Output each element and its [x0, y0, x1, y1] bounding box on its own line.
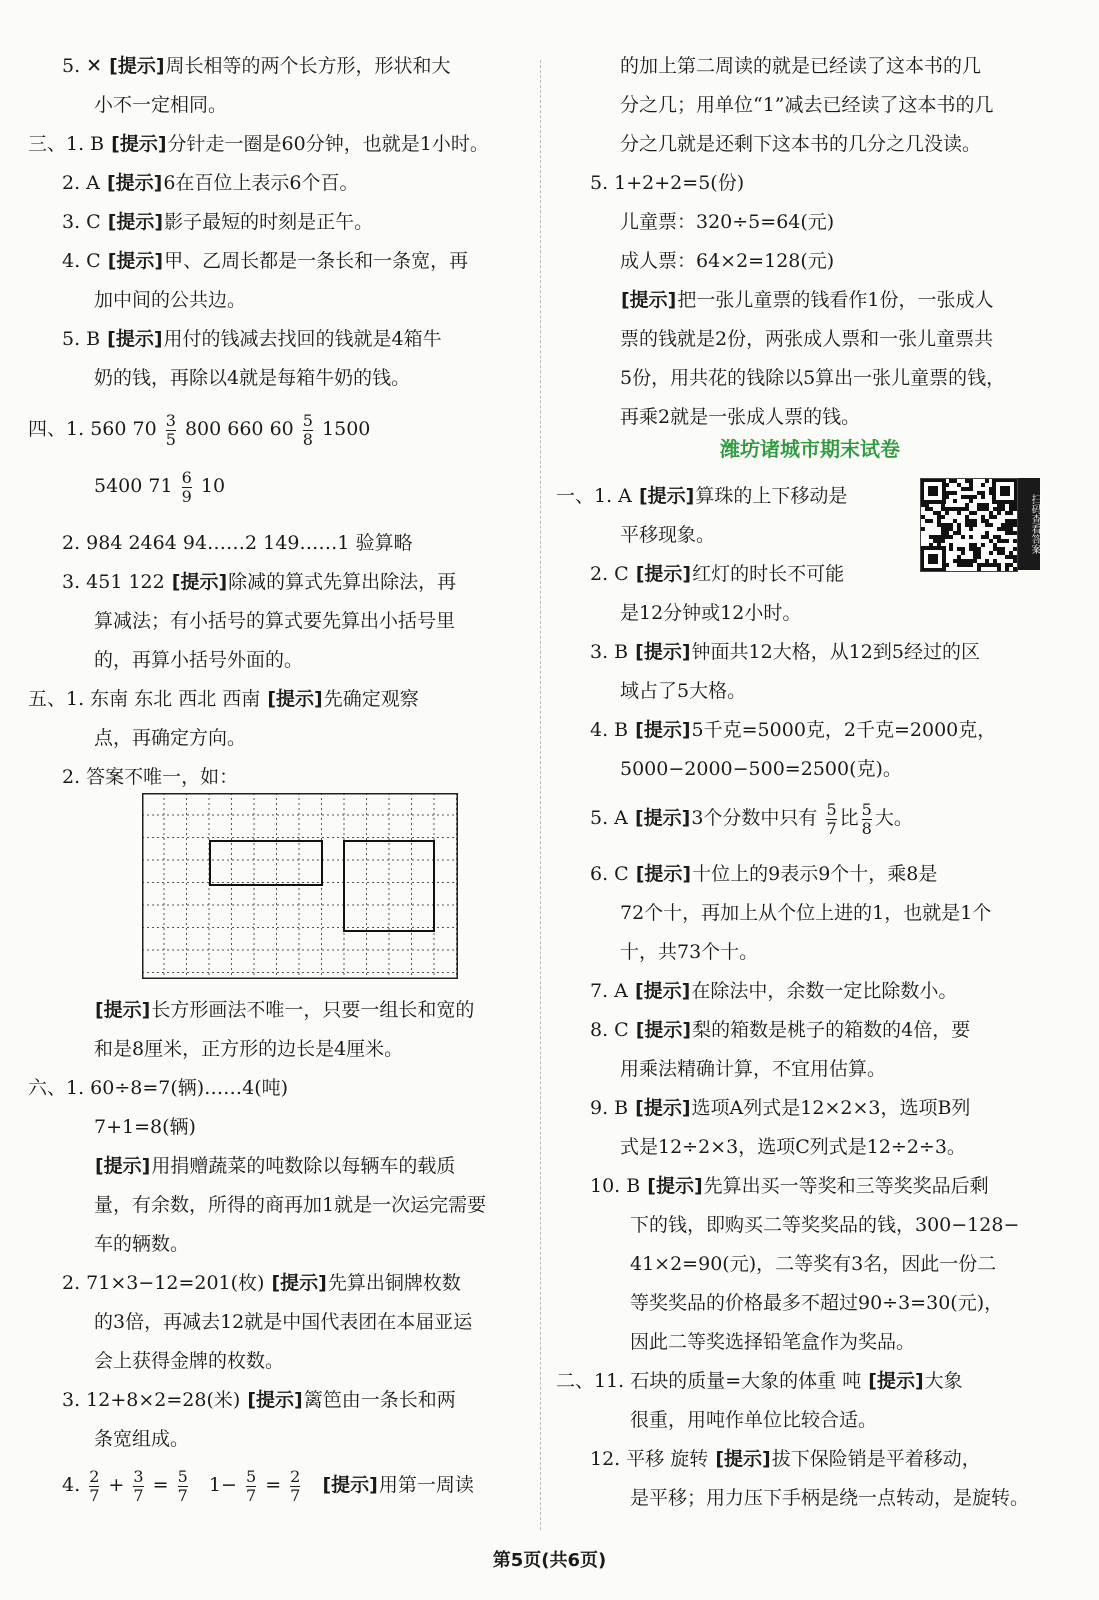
- fraction: [89, 1468, 99, 1505]
- fraction: [303, 412, 313, 449]
- answer-text: 5. ✕: [62, 55, 109, 77]
- operator: +: [108, 1474, 125, 1496]
- answer-line: [620, 1134, 966, 1160]
- numerator: 6: [181, 467, 192, 487]
- answer-text: 等奖奖品的价格最多不超过90÷3=30(元)，: [630, 1292, 1004, 1314]
- answer-text: 三、1. B: [28, 133, 111, 155]
- answer-text: 4. B: [590, 719, 635, 741]
- denominator: 7: [177, 1485, 188, 1505]
- answer-line: [94, 997, 474, 1023]
- hint-text: 甲、乙周长都是一条长和一条宽，再: [164, 250, 469, 272]
- answer-line: [94, 1114, 196, 1140]
- denominator: 9: [181, 486, 192, 506]
- fraction: [182, 469, 192, 506]
- column-divider: [540, 60, 541, 1530]
- answer-text: 条宽组成。: [94, 1428, 190, 1450]
- answer-line: [630, 1251, 996, 1277]
- numerator: 3: [133, 1466, 144, 1486]
- answer-line: [28, 1075, 288, 1101]
- answer-text: 成人票：64×2=128(元): [620, 250, 835, 272]
- answer-text: 小不一定相同。: [94, 94, 228, 116]
- hint-text: 比: [839, 807, 859, 829]
- answer-text: 的，再算小括号外面的。: [94, 649, 304, 671]
- answer-line: [62, 209, 373, 235]
- answer-line: [94, 1309, 472, 1335]
- answer-line: [590, 639, 980, 665]
- numerator: 5: [302, 410, 313, 430]
- answer-text: 3. C: [62, 211, 107, 233]
- answer-line: [620, 678, 746, 704]
- answer-line: [630, 1485, 1029, 1511]
- answer-text: 儿童票：320÷5=64(元): [620, 211, 835, 233]
- answer-text: 2. A: [62, 172, 106, 194]
- hint-tag: [提示]: [107, 211, 164, 233]
- answer-text: 是12分钟或12小时。: [620, 602, 802, 624]
- answer-text: 用乘法精确计算，不宜用估算。: [620, 1058, 887, 1080]
- answer-line: [620, 248, 834, 274]
- answer-text: 5份，用共花的钱除以5算出一张儿童票的钱，: [620, 367, 1006, 389]
- answer-line: [620, 287, 993, 313]
- answer-text: 的加上第二周读的就是已经读了这本书的几: [620, 55, 982, 77]
- hint-text: 周长相等的两个长方形，形状和大: [165, 55, 451, 77]
- section4-row2: [94, 464, 225, 508]
- numerator: 2: [290, 1466, 301, 1486]
- hint-tag: [提示]: [111, 133, 167, 155]
- answer-text: 因此二等奖选择铅笔盒作为奖品。: [630, 1331, 916, 1353]
- answer-line: [94, 1153, 455, 1179]
- answer-text: 2. 71×3−12=201(枚): [62, 1272, 271, 1294]
- answer-text: 分之几就是还剩下这本书的几分之几没读。: [620, 133, 982, 155]
- hint-text: 除减的算式先算出除法，再: [228, 571, 457, 593]
- denominator: 8: [302, 429, 313, 449]
- denominator: 7: [290, 1485, 301, 1505]
- answer-text: 5000−2000−500=2500(克)。: [620, 758, 902, 780]
- answer-text: 5. B: [62, 328, 107, 350]
- hint-tag: [提示]: [107, 250, 164, 272]
- hint-tag: [提示]: [95, 999, 151, 1021]
- exam-title: 潍坊诸城市期末试卷: [720, 437, 900, 461]
- answer-text: 6. C: [590, 863, 635, 885]
- answer-line: [94, 92, 227, 118]
- answer-line: [590, 1095, 970, 1121]
- answer-line: [630, 1407, 877, 1433]
- fraction: [862, 801, 872, 838]
- hint-text: 6在百位上表示6个百。: [163, 172, 359, 194]
- section4-values-b: 800 660 60: [184, 418, 294, 440]
- answer-text: 的3倍，再减去12就是中国代表团在本届亚运: [94, 1311, 473, 1333]
- item-number: 4.: [62, 1474, 81, 1496]
- rectangle-shape: [210, 841, 322, 885]
- denominator: 5: [165, 429, 176, 449]
- hint-tag: [提示]: [634, 807, 691, 829]
- hint-text: 选项A列式是12×2×3，选项B列: [691, 1097, 971, 1119]
- answer-text: 平移现象。: [620, 524, 716, 546]
- answer-line: [590, 1173, 989, 1199]
- answer-text: 2. 答案不唯一，如：: [62, 766, 239, 788]
- hint-text: 红灯的时长不可能: [692, 563, 845, 585]
- answer-text: 3. 12+8×2=28(米): [62, 1389, 247, 1411]
- answer-line: [62, 1270, 461, 1296]
- fraction: [178, 1468, 188, 1505]
- hint-text: 用付的钱减去找回的钱就是4箱牛: [163, 328, 442, 350]
- answer-line: [94, 1348, 284, 1374]
- answer-line: [62, 764, 238, 790]
- hint-text: 把一张儿童票的钱看作1份，一张成人: [677, 289, 994, 311]
- hint-tag: [提示]: [322, 1474, 378, 1496]
- answer-line: [620, 209, 834, 235]
- answer-text: 六、1. 60÷8=7(辆)……4(吨): [28, 1077, 289, 1099]
- numerator: 5: [861, 799, 872, 819]
- numerator: 5: [245, 1466, 257, 1486]
- answer-line: [28, 686, 419, 712]
- answer-text: 量，有余数，所得的商再加1就是一次运完需要: [94, 1194, 487, 1216]
- section4-values-c: 1500: [322, 418, 371, 440]
- hint-tag: [提示]: [635, 1097, 691, 1119]
- answer-line: [94, 1231, 189, 1257]
- hint-text: 梨的箱数是桃子的箱数的4倍，要: [692, 1019, 971, 1041]
- answer-text: 10. B: [590, 1175, 647, 1197]
- answer-line: [620, 756, 902, 782]
- hint-text: 5千克=5000克，2千克=2000克，: [691, 719, 997, 741]
- answer-line: [94, 287, 246, 313]
- hint-text: 用第一周读: [378, 1474, 474, 1496]
- hint-text: 先算出铜牌枚数: [327, 1272, 461, 1294]
- answer-line: [620, 131, 981, 157]
- answer-line: [620, 326, 993, 352]
- hint-text: 算珠的上下移动是: [695, 485, 848, 507]
- section4-values-a: 560 70: [90, 418, 157, 440]
- grid-drawing: [142, 793, 458, 979]
- answer-line: [62, 326, 442, 352]
- hint-tag: [提示]: [106, 172, 163, 194]
- hint-tag: [提示]: [267, 688, 323, 710]
- answer-text: 一、1. A: [556, 485, 638, 507]
- hint-tag: [提示]: [634, 980, 691, 1002]
- denominator: 7: [245, 1485, 257, 1505]
- answer-text: 五、1. 东南 东北 西北 西南: [28, 688, 267, 710]
- answer-line: [62, 569, 456, 595]
- answer-text: 3. 451 122: [62, 571, 171, 593]
- operator: 1−: [208, 1474, 237, 1496]
- answer-line: [94, 365, 410, 391]
- numerator: 5: [826, 799, 837, 819]
- hint-tag: [提示]: [635, 1019, 692, 1041]
- denominator: 7: [133, 1485, 144, 1505]
- fraction: [133, 1468, 143, 1505]
- answer-text: 3. B: [590, 641, 635, 663]
- answer-line: [620, 365, 1005, 391]
- answer-line: [94, 647, 303, 673]
- item-answer: 5. A: [590, 807, 634, 829]
- answer-text: 加中间的公共边。: [94, 289, 247, 311]
- hint-tag: [提示]: [647, 1175, 703, 1197]
- hint-tag: [提示]: [95, 1155, 151, 1177]
- fraction: [246, 1468, 256, 1505]
- section4-label: 四、1.: [28, 418, 85, 440]
- numerator: 3: [165, 410, 176, 430]
- hint-text: 篱笆由一条长和两: [303, 1389, 456, 1411]
- answer-text: 奶的钱，再除以4就是每箱牛奶的钱。: [94, 367, 411, 389]
- answer-line: [620, 404, 860, 430]
- answer-line: [620, 92, 994, 118]
- answer-line: [590, 1446, 981, 1472]
- answer-text: 点，再确定方向。: [94, 727, 247, 749]
- answer-text: 很重，用吨作单位比较合适。: [630, 1409, 878, 1431]
- answer-text: 算减法；有小括号的算式要先算出小括号里: [94, 610, 456, 632]
- answer-text: 式是12÷2×3，选项C列式是12÷2÷3。: [620, 1136, 966, 1158]
- hint-tag: [提示]: [109, 55, 165, 77]
- answer-line: [620, 522, 715, 548]
- answer-line: [94, 608, 455, 634]
- answer-text: 是平移；用力压下手柄是绕一点转动，是旋转。: [630, 1487, 1030, 1509]
- hint-tag: [提示]: [635, 641, 691, 663]
- denominator: 7: [89, 1485, 100, 1505]
- hint-tag: [提示]: [271, 1272, 327, 1294]
- item-r5: [590, 796, 913, 840]
- hint-tag: [提示]: [635, 719, 691, 741]
- operator: =: [265, 1474, 282, 1496]
- hint-text: 先确定观察: [323, 688, 419, 710]
- hint-tag: [提示]: [247, 1389, 303, 1411]
- answer-line: [62, 248, 468, 274]
- hint-tag: [提示]: [715, 1448, 771, 1470]
- hint-text: 3个分数中只有: [691, 807, 818, 829]
- answer-text: 分之几；用单位“1”减去已经读了这本书的几: [620, 94, 994, 116]
- hint-text: 影子最短的时刻是正午。: [164, 211, 374, 233]
- answer-text: 5. 1+2+2=5(份): [590, 172, 745, 194]
- answer-line: [620, 1056, 886, 1082]
- answer-text: 2. C: [590, 563, 635, 585]
- fraction: [826, 801, 836, 838]
- answer-text: 再乘2就是一张成人票的钱。: [620, 406, 861, 428]
- hint-text: 大象: [924, 1370, 963, 1392]
- answer-text: 和是8厘米，正方形的边长是4厘米。: [94, 1038, 404, 1060]
- item-6-4: [62, 1462, 474, 1508]
- answer-line: [630, 1290, 1003, 1316]
- hint-tag: [提示]: [638, 485, 695, 507]
- answer-text: 72个十，再加上从个位上进的1，也就是1个: [620, 902, 992, 924]
- answer-text: 域占了5大格。: [620, 680, 747, 702]
- answer-text: 41×2=90(元)，二等奖有3名，因此一份二: [630, 1253, 997, 1275]
- hint-text: 先算出买一等奖和三等奖奖品后剩: [703, 1175, 989, 1197]
- hint-text: 长方形画法不唯一，只要一组长和宽的: [151, 999, 475, 1021]
- hint-text: 拔下保险销是平着移动，: [771, 1448, 981, 1470]
- hint-text: 钟面共12大格，从12到5经过的区: [691, 641, 980, 663]
- answer-line: [94, 1192, 486, 1218]
- answer-line: [620, 53, 981, 79]
- answer-text: 2. 984 2464 94……2 149……1 验算略: [62, 532, 413, 554]
- hint-tag: [提示]: [107, 328, 163, 350]
- answer-line: [94, 1426, 189, 1452]
- hint-tag: [提示]: [171, 571, 228, 593]
- hint-tag: [提示]: [635, 563, 692, 585]
- hint-text: 分针走一圈是60分钟，也就是1小时。: [167, 133, 489, 155]
- hint-text: 大。: [874, 807, 913, 829]
- hint-tag: [提示]: [621, 289, 677, 311]
- hint-text: 用捐赠蔬菜的吨数除以每辆车的载质: [151, 1155, 456, 1177]
- answer-text: 12. 平移 旋转: [590, 1448, 715, 1470]
- numerator: 5: [177, 1466, 188, 1486]
- answer-line: [620, 600, 801, 626]
- answer-line: [556, 483, 847, 509]
- answer-line: [620, 939, 758, 965]
- answer-text: 十，共73个十。: [620, 941, 759, 963]
- answer-text: 二、11. 石块的质量=大象的体重 吨: [556, 1370, 868, 1392]
- answer-line: [94, 1036, 403, 1062]
- answer-line: [94, 725, 246, 751]
- fraction: [290, 1468, 300, 1505]
- answer-line: [62, 530, 413, 556]
- answer-text: 4. C: [62, 250, 107, 272]
- numerator: 2: [89, 1466, 100, 1486]
- answer-line: [62, 170, 359, 196]
- answer-line: [28, 131, 489, 157]
- answer-line: [620, 900, 991, 926]
- answer-text: 7+1=8(辆): [94, 1116, 196, 1138]
- qr-caption: 扫码查看答案: [1018, 478, 1040, 570]
- page-footer: 第5页(共6页): [492, 1550, 607, 1571]
- answer-text: 下的钱，即购买二等奖奖品的钱，300−128−: [630, 1214, 1020, 1236]
- answer-line: [590, 170, 744, 196]
- denominator: 8: [861, 818, 872, 838]
- answer-line: [62, 53, 451, 79]
- hint-text: 在除法中，余数一定比除数小。: [691, 980, 958, 1002]
- fraction: [166, 412, 176, 449]
- answer-line: [590, 717, 996, 743]
- answer-line: [590, 561, 844, 587]
- answer-text: 会上获得金牌的枚数。: [94, 1350, 285, 1372]
- answer-text: 车的辆数。: [94, 1233, 190, 1255]
- answer-line: [62, 1387, 456, 1413]
- answer-text: 7. A: [590, 980, 634, 1002]
- operator: =: [152, 1474, 169, 1496]
- answer-text: 票的钱就是2份，两张成人票和一张儿童票共: [620, 328, 994, 350]
- qr-code-icon[interactable]: [920, 478, 1018, 572]
- answer-line: [630, 1329, 915, 1355]
- section4-row2-b: 10: [200, 475, 226, 497]
- answer-line: [590, 978, 957, 1004]
- answer-line: [556, 1368, 963, 1394]
- denominator: 7: [826, 818, 837, 838]
- section4-row1: [28, 407, 370, 451]
- hint-tag: [提示]: [635, 863, 692, 885]
- answer-line: [630, 1212, 1019, 1238]
- hint-tag: [提示]: [868, 1370, 924, 1392]
- section4-row2-a: 5400 71: [94, 475, 173, 497]
- answer-text: 9. B: [590, 1097, 635, 1119]
- answer-line: [590, 861, 937, 887]
- answer-text: 8. C: [590, 1019, 635, 1041]
- hint-text: 十位上的9表示9个十，乘8是: [692, 863, 938, 885]
- answer-line: [590, 1017, 970, 1043]
